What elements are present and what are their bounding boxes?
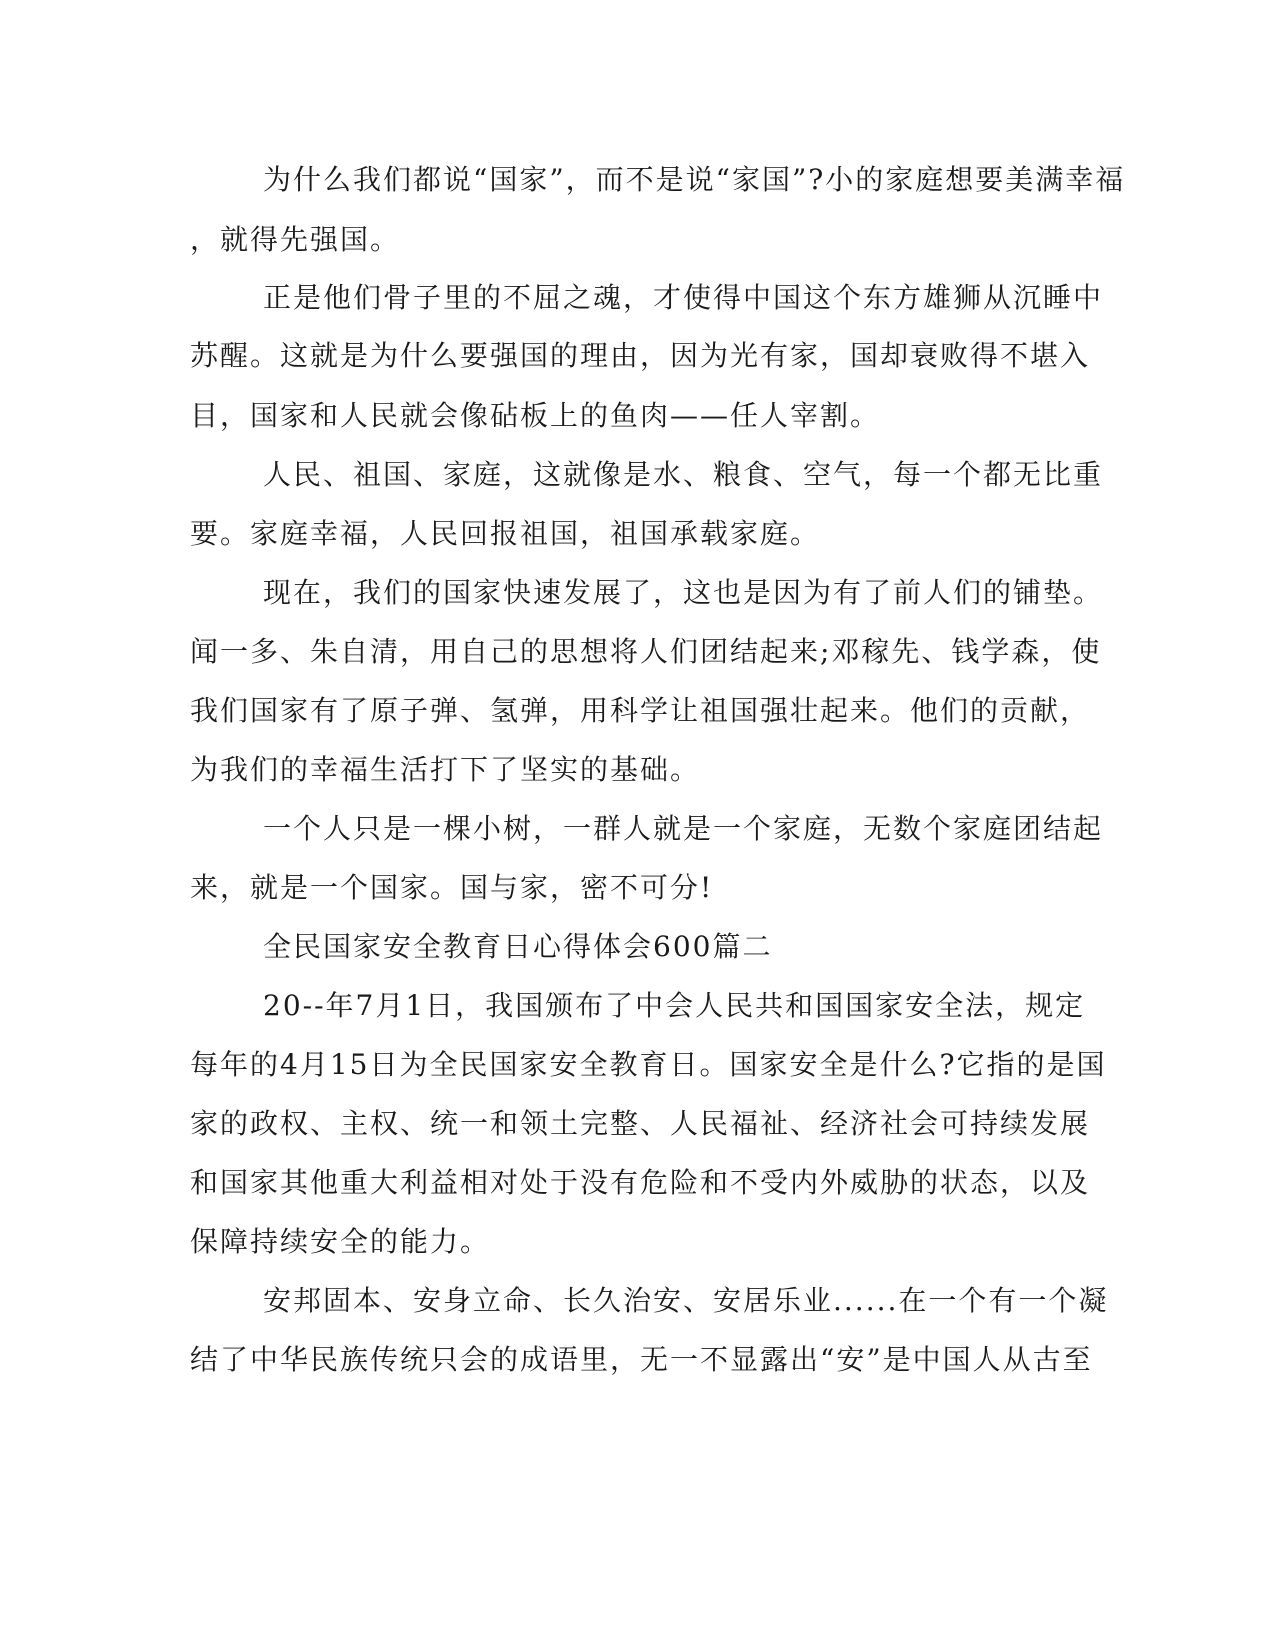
text-line: 苏醒。这就是为什么要强国的理由，因为光有家，国却衰败得不堪入 — [190, 339, 1091, 372]
text-line: 我们国家有了原子弹、氢弹，用科学让祖国强壮起来。他们的贡献， — [190, 694, 1091, 727]
text-line: 现在，我们的国家快速发展了，这也是因为有了前人们的铺垫。 — [263, 576, 1104, 609]
text-line: 为我们的幸福生活打下了坚实的基础。 — [190, 753, 701, 786]
text-line: 要。家庭幸福，人民回报祖国，祖国承载家庭。 — [190, 517, 821, 550]
text-line: 正是他们骨子里的不屈之魂，才使得中国这个东方雄狮从沉睡中 — [263, 281, 1104, 314]
text-line: 20--年7月1日，我国颁布了中会人民共和国国家安全法，规定 — [263, 989, 1086, 1022]
text-line: 和国家其他重大利益相对处于没有危险和不受内外威胁的状态，以及 — [190, 1166, 1091, 1199]
text-line: ，就得先强国。 — [190, 223, 401, 256]
section-heading: 全民国家安全教育日心得体会600篇二 — [263, 930, 773, 963]
text-line: 保障持续安全的能力。 — [190, 1225, 491, 1258]
text-line: 来，就是一个国家。国与家，密不可分! — [190, 871, 714, 904]
text-line: 安邦固本、安身立命、长久治安、安居乐业......在一个有一个凝 — [263, 1284, 1109, 1317]
text-line: 一个人只是一棵小树，一群人就是一个家庭，无数个家庭团结起 — [263, 812, 1104, 845]
text-line: 闻一多、朱自清，用自己的思想将人们团结起来;邓稼先、钱学森，使 — [190, 635, 1102, 668]
text-line: 为什么我们都说“国家”，而不是说“家国”?小的家庭想要美满幸福 — [263, 163, 1126, 196]
text-line: 目，国家和人民就会像砧板上的鱼肉——任人宰割。 — [190, 399, 881, 432]
text-line: 人民、祖国、家庭，这就像是水、粮食、空气，每一个都无比重 — [263, 458, 1104, 491]
text-line: 结了中华民族传统只会的成语里，无一不显露出“安”是中国人从古至 — [190, 1343, 1093, 1376]
text-line: 每年的4月15日为全民国家安全教育日。国家安全是什么?它指的是国 — [190, 1048, 1107, 1081]
text-line: 家的政权、主权、统一和领土完整、人民福祉、经济社会可持续发展 — [190, 1107, 1091, 1140]
